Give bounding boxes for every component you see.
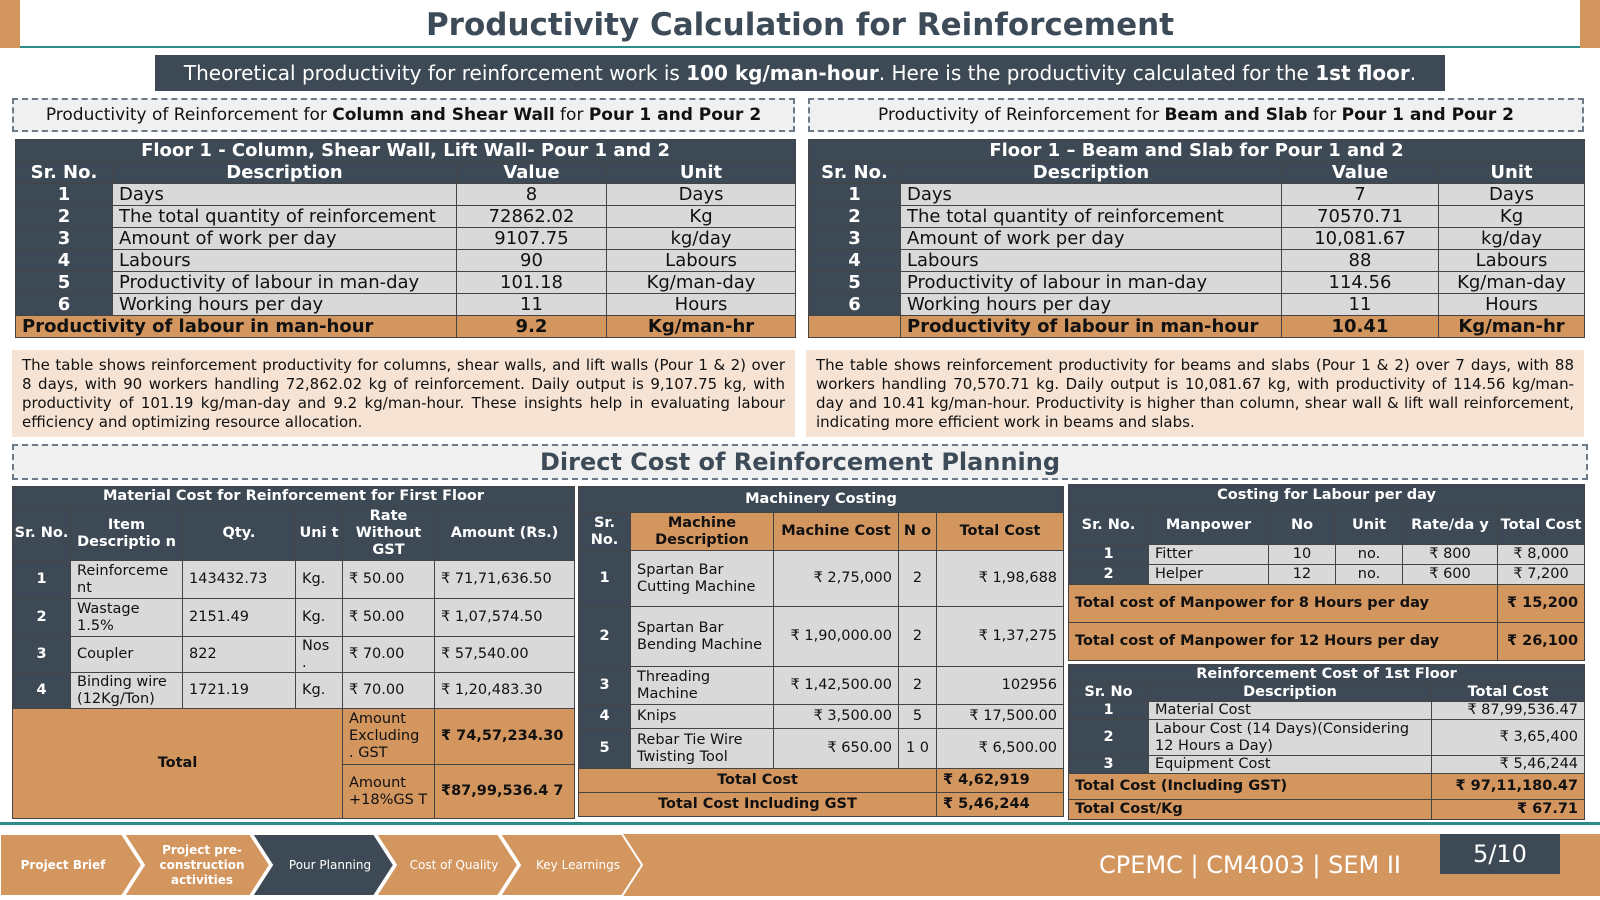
- header-value: Value: [1282, 162, 1439, 184]
- excl-value: ₹ 74,57,234.30: [435, 709, 575, 765]
- table-row: 2 The total quantity of reinforcement 72862.02 Kg: [16, 206, 796, 228]
- table-row: 2 Helper 12 no. ₹ 600 ₹ 7,200: [1069, 565, 1585, 585]
- table-title: Floor 1 - Column, Shear Wall, Lift Wall- Pour 1 and 2: [16, 140, 796, 162]
- table-row: 1 Material Cost ₹ 87,99,536.47: [1069, 702, 1585, 720]
- table-row: 1 Fitter 10 no. ₹ 800 ₹ 8,000: [1069, 545, 1585, 565]
- table-row: 1 Spartan Bar Cutting Machine ₹ 2,75,000 2 ₹ 1,98,688: [579, 551, 1064, 607]
- reinforcement-cost-table: Reinforcement Cost of 1st Floor Sr. No Description Total Cost 1 Material Cost ₹ 87,99,536.47 2 Labour Cost (14 Days)(Considering 12 Hours a Day) ₹ 3,65,400 3 Equipment Cost ₹ 5,46,244 Total Cost (Including GST) ₹ 97,11,180.47 Total Cost/Kg ₹ 67.71: [1068, 664, 1584, 820]
- table-row: 4 Binding wire (12Kg/Ton) 1721.19 Kg. ₹ 70.00 ₹ 1,20,483.30: [13, 673, 575, 709]
- right-accent: [1580, 0, 1600, 48]
- header-unit: Unit: [607, 162, 796, 184]
- table-row: 6 Working hours per day 11 Hours: [16, 294, 796, 316]
- t8-value: ₹ 15,200: [1498, 585, 1585, 623]
- t12-label: Total cost of Manpower for 12 Hours per day: [1069, 623, 1498, 661]
- left-note: The table shows reinforcement productivity for columns, shear walls, and lift walls (Pour 1 & 2) over 8 days, with 90 workers handling 72,862.02 kg of reinforcement. Daily output is 9,107.75 kg, with productivity of 101.19 kg/man-day and 9.2 kg/man-hour. These insights help in evaluating labour efficiency and optimizing resource allocation.: [12, 350, 795, 437]
- page-title: Productivity Calculation for Reinforcement: [20, 0, 1580, 48]
- right-caption: Productivity of Reinforcement for Beam and Slab for Pour 1 and Pour 2: [808, 98, 1584, 132]
- table-title: Reinforcement Cost of 1st Floor: [1069, 665, 1585, 684]
- excl-label: Amount Excluding . GST: [343, 709, 435, 765]
- gst-value: ₹ 5,46,244: [937, 793, 1064, 817]
- table-title: Costing for Labour per day: [1069, 485, 1585, 507]
- table-row: 4 Labours 90 Labours: [16, 250, 796, 272]
- nav-project-brief[interactable]: Project Brief: [20, 857, 106, 872]
- footer-divider: [0, 822, 1600, 825]
- course-label: CPEMC | CM4003 | SEM II: [1099, 851, 1401, 879]
- table-row: 3 Equipment Cost ₹ 5,46,244: [1069, 756, 1585, 774]
- t8-label: Total cost of Manpower for 8 Hours per day: [1069, 585, 1498, 623]
- table-row: 1 Days 7 Days: [809, 184, 1585, 206]
- table-row: 4 Labours 88 Labours: [809, 250, 1585, 272]
- left-caption: Productivity of Reinforcement for Column and Shear Wall for Pour 1 and Pour 2: [12, 98, 795, 132]
- left-accent: [0, 0, 20, 48]
- nav-pour-planning[interactable]: Pour Planning: [288, 857, 372, 872]
- gst-label: Total Cost (Including GST): [1069, 774, 1432, 800]
- total-label: Total: [13, 709, 343, 819]
- table-row: 3 Threading Machine ₹ 1,42,500.00 2 102956: [579, 667, 1064, 705]
- left-productivity-table: [15, 139, 795, 338]
- machinery-table: Machinery Costing Sr. No. Machine Description Machine Cost N o Total Cost 1 Spartan Bar Cutting Machine ₹ 2,75,000 2 ₹ 1,98,688 2 Spartan Bar Bending Machine ₹ 1,90,000.00 2 ₹ 1,37,275 3 Threading Machine ₹ 1,42,500.00 2 102956 4 Knips ₹ 3,500.00 5 ₹ 17,500.00 5 Rebar Tie Wire Twisting Tool ₹ 650.00 1 0 ₹ 6,500.00 Total Cost ₹ 4,62,919 Total Cost Including GST ₹ 5,46,244: [578, 486, 1063, 817]
- right-productivity-table: [808, 139, 1584, 338]
- header-description: Description: [901, 162, 1282, 184]
- gst-label: Total Cost Including GST: [579, 793, 937, 817]
- table-row: 3 Coupler 822 Nos . ₹ 70.00 ₹ 57,540.00: [13, 637, 575, 673]
- table-row: 2 Spartan Bar Bending Machine ₹ 1,90,000.00 2 ₹ 1,37,275: [579, 607, 1064, 667]
- header-value: Value: [457, 162, 607, 184]
- table-row: 6 Working hours per day 11 Hours: [809, 294, 1585, 316]
- header-unit: Unit: [1439, 162, 1585, 184]
- table-row: 2 Labour Cost (14 Days)(Considering 12 Hours a Day) ₹ 3,65,400: [1069, 720, 1585, 756]
- table-row: 5 Productivity of labour in man-day 114.56 Kg/man-day: [809, 272, 1585, 294]
- header-description: Description: [113, 162, 457, 184]
- nav-key-learnings[interactable]: Key Learnings: [536, 857, 620, 872]
- section-title: Direct Cost of Reinforcement Planning: [12, 444, 1588, 480]
- labour-table: Costing for Labour per day Sr. No. Manpower No Unit Rate/da y Total Cost 1 Fitter 10 no. ₹ 800 ₹ 8,000 2 Helper 12 no. ₹ 600 ₹ 7,200 Total cost of Manpower for 8 Hours per day ₹ 15,200 Total cost of Manpower for 12 Hours per day ₹ 26,100: [1068, 484, 1584, 661]
- incl-value: ₹87,99,536.4 7: [435, 765, 575, 819]
- nav-breadcrumb: [0, 834, 620, 896]
- nav-pre-construction[interactable]: Project pre-construction activities: [159, 842, 245, 887]
- header-sr: Sr. No.: [16, 162, 113, 184]
- incl-label: Amount +18%GS T: [343, 765, 435, 819]
- total-row: Productivity of labour in man-hour 9.2 Kg/man-hr: [16, 316, 796, 338]
- table-row: 3 Amount of work per day 10,081.67 kg/day: [809, 228, 1585, 250]
- header-sr: Sr. No.: [809, 162, 901, 184]
- t12-value: ₹ 26,100: [1498, 623, 1585, 661]
- gst-value: ₹ 97,11,180.47: [1432, 774, 1585, 800]
- total-label: Total Cost: [579, 769, 937, 793]
- table-row: 5 Productivity of labour in man-day 101.18 Kg/man-day: [16, 272, 796, 294]
- table-title: Machinery Costing: [579, 487, 1064, 513]
- table-title: Material Cost for Reinforcement for First Floor: [13, 487, 575, 507]
- material-cost-table: Material Cost for Reinforcement for First Floor Sr. No. Item Descriptio n Qty. Uni t Rate Without GST Amount (Rs.) 1 Reinforceme nt 143432.73 Kg. ₹ 50.00 ₹ 71,71,636.50 2 Wastage 1.5% 2151.49 Kg. ₹ 50.00 ₹ 1,07,574.50 3 Coupler 822 Nos . ₹ 70.00 ₹ 57,540.00 4 Binding wire (12Kg/Ton) 1721.19 Kg. ₹ 70.00 ₹ 1,20,483.30 Total Amount Excluding . GST ₹ 74,57,234.30 Amount +18%GS T ₹87,99,536.4 7: [12, 486, 574, 819]
- total-value: ₹ 4,62,919: [937, 769, 1064, 793]
- table-row: 5 Rebar Tie Wire Twisting Tool ₹ 650.00 1 0 ₹ 6,500.00: [579, 729, 1064, 769]
- table-row: 2 The total quantity of reinforcement 70570.71 Kg: [809, 206, 1585, 228]
- table-row: 1 Days 8 Days: [16, 184, 796, 206]
- nav-cost-of-quality[interactable]: Cost of Quality: [409, 857, 499, 872]
- total-row: Productivity of labour in man-hour 10.41 Kg/man-hr: [809, 316, 1585, 338]
- kg-label: Total Cost/Kg: [1069, 800, 1432, 820]
- table-title: Floor 1 – Beam and Slab for Pour 1 and 2: [809, 140, 1585, 162]
- right-note: The table shows reinforcement productivity for beams and slabs (Pour 1 & 2) over 7 days, with 88 workers handling 70,570.71 kg. Daily output is 10,081.67 kg, with productivity of 114.56 kg/man-day and 10.41 kg/man-hour. Productivity is higher than column, shear wall & lift wall reinforcement, indicating more efficient work in beams and slabs.: [806, 350, 1584, 437]
- theory-banner: Theoretical productivity for reinforcement work is 100 kg/man-hour. Here is the productivity calculated for the 1st floor.: [155, 55, 1445, 91]
- table-row: 4 Knips ₹ 3,500.00 5 ₹ 17,500.00: [579, 705, 1064, 729]
- table-row: 3 Amount of work per day 9107.75 kg/day: [16, 228, 796, 250]
- kg-value: ₹ 67.71: [1432, 800, 1585, 820]
- table-row: 1 Reinforceme nt 143432.73 Kg. ₹ 50.00 ₹ 71,71,636.50: [13, 561, 575, 599]
- table-row: 2 Wastage 1.5% 2151.49 Kg. ₹ 50.00 ₹ 1,07,574.50: [13, 599, 575, 637]
- page-number: 5/10: [1440, 834, 1560, 874]
